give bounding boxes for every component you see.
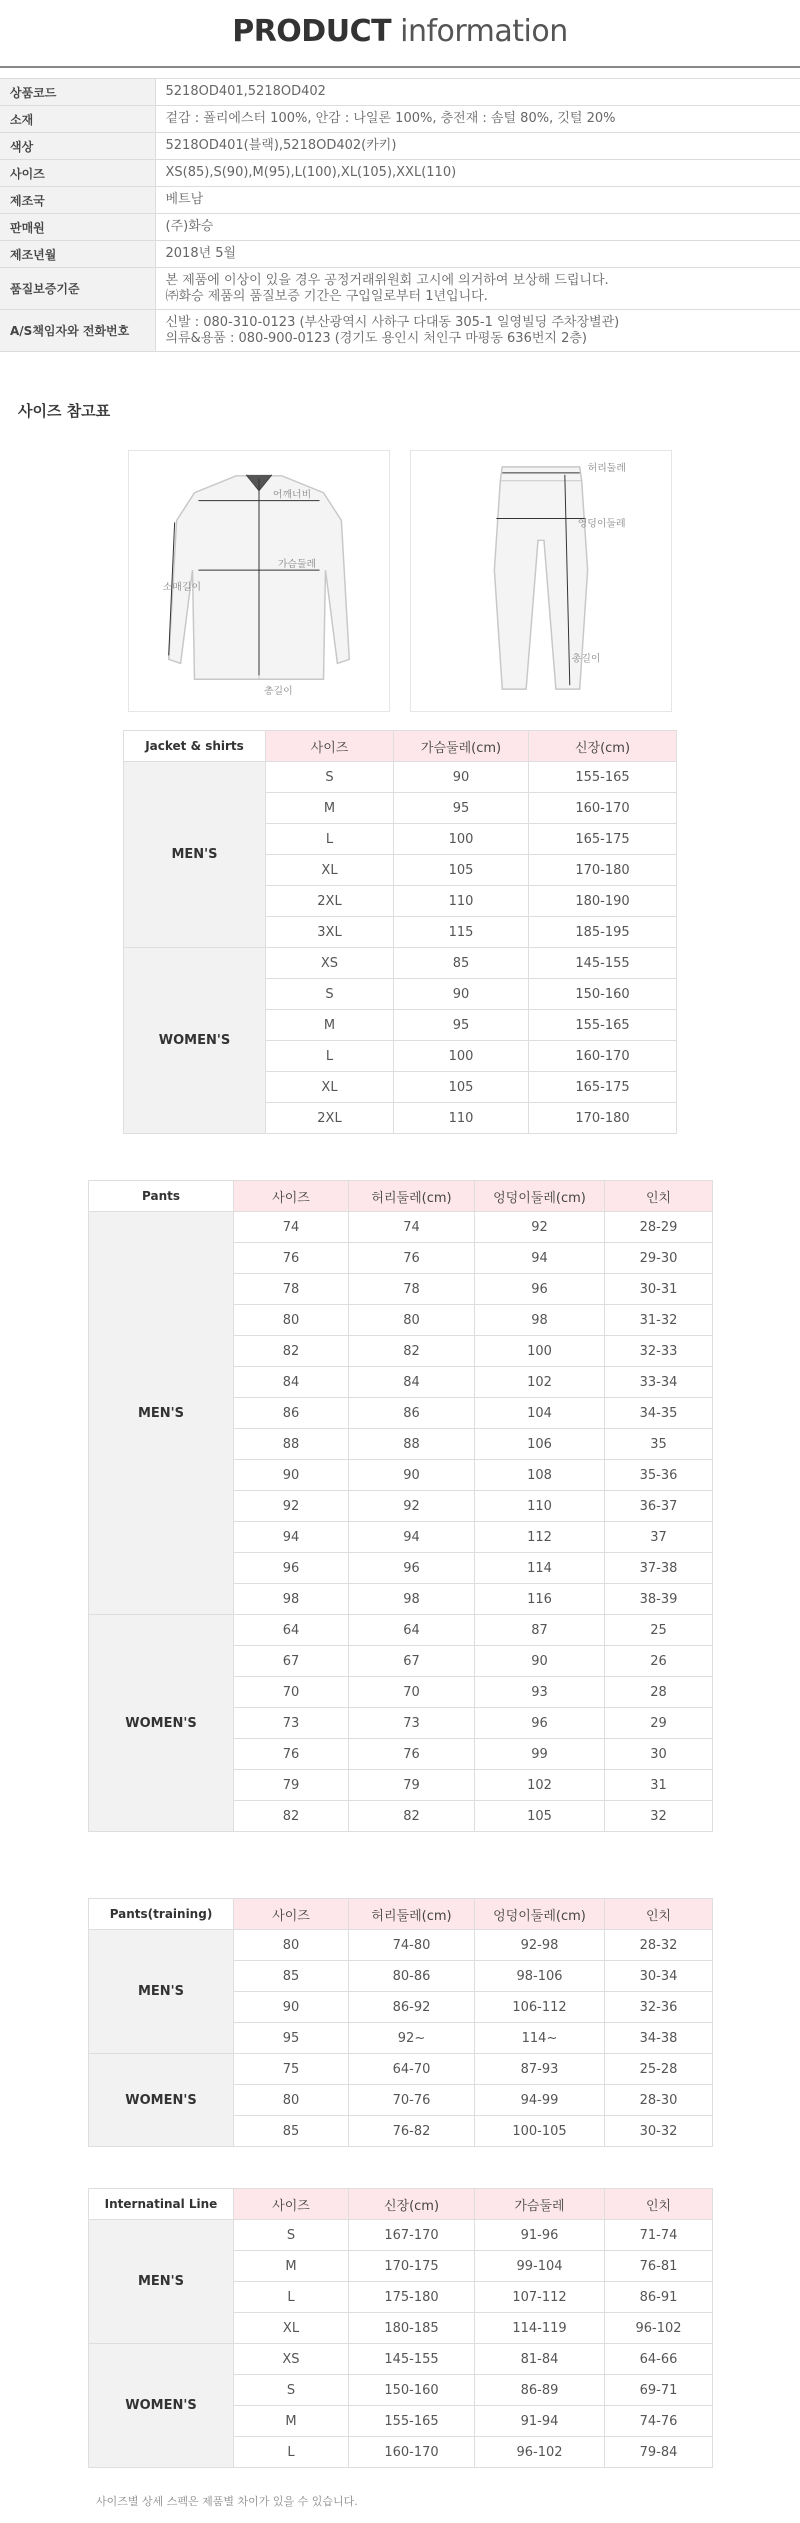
info-row	[0, 310, 800, 352]
table-cell: 78	[234, 1274, 349, 1305]
table-cell: 80	[234, 1930, 349, 1961]
table-cell: 38-39	[605, 1584, 713, 1615]
table-cell: 28-30	[605, 2085, 713, 2116]
info-row	[0, 241, 800, 268]
group-label: MEN'S	[89, 2220, 234, 2344]
info-row	[0, 268, 800, 310]
table-cell: 67	[234, 1646, 349, 1677]
group-label: WOMEN'S	[89, 2054, 234, 2147]
table-cell: 25	[605, 1615, 713, 1646]
table-cell: 92-98	[475, 1930, 605, 1961]
column-header: 인치	[605, 1899, 713, 1930]
column-header: 사이즈	[234, 1899, 349, 1930]
table-cell: 71-74	[605, 2220, 713, 2251]
info-value	[155, 133, 800, 160]
table-cell: 69-71	[605, 2375, 713, 2406]
table-cell: 86	[349, 1398, 475, 1429]
info-label: 제조국	[0, 187, 155, 214]
info-row	[0, 187, 800, 214]
table-cell: 78	[349, 1274, 475, 1305]
table-cell: 98	[234, 1584, 349, 1615]
info-value-line: 신발 : 080-310-0123 (부산광역시 사하구 다대동 305-1 일영빌딩 주차장별관)	[165, 314, 620, 330]
column-header: 가슴둘레	[475, 2189, 605, 2220]
info-label: 상품코드	[0, 79, 155, 106]
table-cell: 145-155	[349, 2344, 475, 2375]
table-cell: 155-165	[349, 2406, 475, 2437]
table-cell: L	[234, 2282, 349, 2313]
table-cell: 96	[475, 1708, 605, 1739]
table-cell: 79-84	[605, 2437, 713, 2468]
info-label: 판매원	[0, 214, 155, 241]
info-value	[155, 160, 800, 187]
table-cell: 155-165	[529, 1010, 677, 1041]
table-cell: 90	[394, 762, 529, 793]
table-cell: S	[266, 979, 394, 1010]
table-cell: 94	[234, 1522, 349, 1553]
table-cell: 64-70	[349, 2054, 475, 2085]
pants-label-length: 총길이	[571, 653, 601, 665]
jacket-label-shoulder: 어깨너비	[272, 489, 312, 501]
info-label: A/S책임자와 전화번호	[0, 310, 155, 352]
table-cell: 165-175	[529, 824, 677, 855]
info-value-line: ㈜화승 제품의 품질보증 기간은 구입일로부터 1년입니다.	[165, 288, 488, 304]
info-value-line: 5218OD401,5218OD402	[165, 84, 326, 99]
pants-diagram	[411, 451, 671, 711]
table-cell: XL	[266, 855, 394, 886]
table-cell: 28	[605, 1677, 713, 1708]
column-header: 신장(cm)	[349, 2189, 475, 2220]
column-header: Pants	[89, 1181, 234, 1212]
table-cell: 96	[349, 1553, 475, 1584]
info-label: 품질보증기준	[0, 268, 155, 310]
table-cell: 34-35	[605, 1398, 713, 1429]
table-cell: 67	[349, 1646, 475, 1677]
table-header-row	[89, 1899, 713, 1930]
table-cell: 110	[475, 1491, 605, 1522]
size-guide-title: 사이즈 참고표	[18, 402, 111, 420]
table-cell: 110	[394, 1103, 529, 1134]
table-cell: 76	[234, 1739, 349, 1770]
group-label: WOMEN'S	[124, 948, 266, 1134]
table-cell: 96-102	[605, 2313, 713, 2344]
table-cell: 28-32	[605, 1930, 713, 1961]
table-cell: 34-38	[605, 2023, 713, 2054]
table-cell: 90	[234, 1460, 349, 1491]
pants-label-waist: 허리둘레	[587, 462, 626, 474]
table-cell: 80	[234, 1305, 349, 1336]
table-cell: 30	[605, 1739, 713, 1770]
table-cell: 3XL	[266, 917, 394, 948]
column-header: 사이즈	[266, 731, 394, 762]
table-cell: 95	[394, 1010, 529, 1041]
table-cell: 70-76	[349, 2085, 475, 2116]
info-value-line: 의류&용품 : 080-900-0123 (경기도 용인시 처인구 마평동 636번지 2층)	[165, 330, 587, 346]
table-row	[89, 1930, 713, 1961]
table-cell: 116	[475, 1584, 605, 1615]
table-cell: 114-119	[475, 2313, 605, 2344]
table-cell: 90	[234, 1992, 349, 2023]
pants-label-hip: 엉덩이둘레	[577, 518, 626, 530]
table-cell: 96	[475, 1274, 605, 1305]
table-row	[124, 762, 677, 793]
info-value-line: (주)화승	[165, 219, 214, 234]
table-cell: 31-32	[605, 1305, 713, 1336]
table-cell: 28-29	[605, 1212, 713, 1243]
table-cell: 100-105	[475, 2116, 605, 2147]
table-cell: 76	[349, 1243, 475, 1274]
table-cell: 110	[394, 886, 529, 917]
table-cell: 167-170	[349, 2220, 475, 2251]
table-cell: M	[266, 1010, 394, 1041]
table-cell: 175-180	[349, 2282, 475, 2313]
table-cell: 105	[394, 855, 529, 886]
table-cell: 94	[349, 1522, 475, 1553]
table-cell: 93	[475, 1677, 605, 1708]
table-cell: 114~	[475, 2023, 605, 2054]
table-cell: 170-175	[349, 2251, 475, 2282]
table-cell: S	[234, 2220, 349, 2251]
table-cell: 37-38	[605, 1553, 713, 1584]
column-header: 사이즈	[234, 1181, 349, 1212]
info-value-line: XS(85),S(90),M(95),L(100),XL(105),XXL(110)	[165, 165, 457, 180]
table-cell: 85	[394, 948, 529, 979]
column-header: 엉덩이둘레(cm)	[475, 1899, 605, 1930]
column-header: 인치	[605, 2189, 713, 2220]
column-header: 신장(cm)	[529, 731, 677, 762]
table-cell: 82	[349, 1336, 475, 1367]
table-cell: 107-112	[475, 2282, 605, 2313]
table-cell: 82	[234, 1336, 349, 1367]
table-cell: 98-106	[475, 1961, 605, 1992]
table-cell: 85	[234, 1961, 349, 1992]
column-header: Internatinal Line	[89, 2189, 234, 2220]
table-header-row	[89, 2189, 713, 2220]
table-cell: 33-34	[605, 1367, 713, 1398]
info-label: 색상	[0, 133, 155, 160]
table-cell: 25-28	[605, 2054, 713, 2085]
info-value	[155, 241, 800, 268]
table-cell: 35-36	[605, 1460, 713, 1491]
group-label: WOMEN'S	[89, 2344, 234, 2468]
table-cell: 80	[349, 1305, 475, 1336]
table-cell: 74	[349, 1212, 475, 1243]
table-cell: 30-34	[605, 1961, 713, 1992]
table-cell: 95	[394, 793, 529, 824]
table-cell: 29-30	[605, 1243, 713, 1274]
table-row	[89, 2054, 713, 2085]
table-cell: 74	[234, 1212, 349, 1243]
table-cell: 86-92	[349, 1992, 475, 2023]
table-cell: 76-81	[605, 2251, 713, 2282]
table-cell: 31	[605, 1770, 713, 1801]
table-cell: 76	[234, 1243, 349, 1274]
table-cell: 104	[475, 1398, 605, 1429]
table-cell: 102	[475, 1770, 605, 1801]
table-cell: 87	[475, 1615, 605, 1646]
title-rest: information	[400, 14, 568, 49]
table-cell: 91-96	[475, 2220, 605, 2251]
table-cell: 74-76	[605, 2406, 713, 2437]
info-value	[155, 214, 800, 241]
table-cell: M	[234, 2251, 349, 2282]
info-row	[0, 214, 800, 241]
table-cell: 99	[475, 1739, 605, 1770]
table-cell: 80	[234, 2085, 349, 2116]
table-cell: M	[234, 2406, 349, 2437]
table-cell: 115	[394, 917, 529, 948]
group-label: MEN'S	[124, 762, 266, 948]
table-cell: 99-104	[475, 2251, 605, 2282]
table-cell: 180-190	[529, 886, 677, 917]
info-label: 제조년월	[0, 241, 155, 268]
column-header: 허리둘레(cm)	[349, 1899, 475, 1930]
table-row	[89, 2220, 713, 2251]
table-row	[89, 1615, 713, 1646]
info-value-line: 베트남	[165, 192, 204, 207]
table-cell: 165-175	[529, 1072, 677, 1103]
table-cell: 95	[234, 2023, 349, 2054]
table-cell: 26	[605, 1646, 713, 1677]
table-cell: 32	[605, 1801, 713, 1832]
table-cell: 30-32	[605, 2116, 713, 2147]
column-header: 가슴둘레(cm)	[394, 731, 529, 762]
pants-measure-image	[410, 450, 672, 712]
info-value	[155, 79, 800, 106]
table-cell: 106-112	[475, 1992, 605, 2023]
table-cell: 86	[234, 1398, 349, 1429]
table-cell: 150-160	[349, 2375, 475, 2406]
info-value	[155, 187, 800, 214]
table-cell: 108	[475, 1460, 605, 1491]
table-header-row	[89, 1181, 713, 1212]
info-value-line: 본 제품에 이상이 있을 경우 공정거래위원회 고시에 의거하여 보상해 드립니다.	[165, 272, 609, 288]
pants-size-table	[88, 1180, 713, 1832]
table-cell: 36-37	[605, 1491, 713, 1522]
table-cell: 76	[349, 1739, 475, 1770]
column-header: 엉덩이둘레(cm)	[475, 1181, 605, 1212]
table-cell: 94-99	[475, 2085, 605, 2116]
table-cell: 87-93	[475, 2054, 605, 2085]
table-cell: 73	[349, 1708, 475, 1739]
info-value	[155, 106, 800, 133]
table-cell: 86-91	[605, 2282, 713, 2313]
table-cell: 90	[475, 1646, 605, 1677]
table-cell: 102	[475, 1367, 605, 1398]
table-cell: 105	[475, 1801, 605, 1832]
info-value	[155, 268, 800, 310]
table-cell: 160-170	[349, 2437, 475, 2468]
table-cell: 29	[605, 1708, 713, 1739]
table-cell: 100	[475, 1336, 605, 1367]
table-cell: 94	[475, 1243, 605, 1274]
international-size-table	[88, 2188, 713, 2468]
info-row	[0, 106, 800, 133]
table-cell: 79	[234, 1770, 349, 1801]
group-label: MEN'S	[89, 1212, 234, 1615]
table-cell: 170-180	[529, 855, 677, 886]
table-cell: 79	[349, 1770, 475, 1801]
table-cell: L	[266, 824, 394, 855]
table-cell: 114	[475, 1553, 605, 1584]
table-cell: 88	[234, 1429, 349, 1460]
table-cell: 30-31	[605, 1274, 713, 1305]
table-cell: 106	[475, 1429, 605, 1460]
table-cell: 82	[234, 1801, 349, 1832]
table-cell: 150-160	[529, 979, 677, 1010]
info-row	[0, 160, 800, 187]
info-value-line: 5218OD401(블랙),5218OD402(카키)	[165, 138, 397, 153]
table-cell: XS	[234, 2344, 349, 2375]
table-cell: 92~	[349, 2023, 475, 2054]
column-header: 사이즈	[234, 2189, 349, 2220]
table-cell: 112	[475, 1522, 605, 1553]
table-cell: 155-165	[529, 762, 677, 793]
table-cell: 82	[349, 1801, 475, 1832]
table-cell: XL	[266, 1072, 394, 1103]
table-cell: L	[234, 2437, 349, 2468]
info-row	[0, 133, 800, 160]
table-cell: M	[266, 793, 394, 824]
table-cell: 92	[475, 1212, 605, 1243]
table-cell: 84	[349, 1367, 475, 1398]
table-cell: 160-170	[529, 1041, 677, 1072]
table-cell: 73	[234, 1708, 349, 1739]
column-header: 인치	[605, 1181, 713, 1212]
table-cell: L	[266, 1041, 394, 1072]
table-row	[89, 1212, 713, 1243]
table-cell: 90	[394, 979, 529, 1010]
jacket-measure-image	[128, 450, 390, 712]
table-cell: 96	[234, 1553, 349, 1584]
table-cell: 98	[475, 1305, 605, 1336]
table-cell: 2XL	[266, 886, 394, 917]
info-row	[0, 79, 800, 106]
table-cell: 37	[605, 1522, 713, 1553]
table-cell: 86-89	[475, 2375, 605, 2406]
table-cell: S	[234, 2375, 349, 2406]
table-cell: 91-94	[475, 2406, 605, 2437]
info-value-line: 2018년 5월	[165, 246, 237, 261]
table-cell: 96-102	[475, 2437, 605, 2468]
table-cell: 84	[234, 1367, 349, 1398]
table-cell: 75	[234, 2054, 349, 2085]
table-cell: 64	[349, 1615, 475, 1646]
table-cell: 32-33	[605, 1336, 713, 1367]
jacket-label-sleeve: 소매길이	[162, 581, 202, 593]
column-header: Pants(training)	[89, 1899, 234, 1930]
title-bold: PRODUCT	[232, 14, 392, 49]
table-cell: 64-66	[605, 2344, 713, 2375]
product-info-table	[0, 78, 800, 352]
table-cell: 76-82	[349, 2116, 475, 2147]
table-cell: 100	[394, 1041, 529, 1072]
group-label: WOMEN'S	[89, 1615, 234, 1832]
table-cell: 105	[394, 1072, 529, 1103]
table-cell: XS	[266, 948, 394, 979]
table-cell: 160-170	[529, 793, 677, 824]
info-value	[155, 310, 800, 352]
jacket-label-length: 총길이	[263, 686, 293, 698]
table-cell: 35	[605, 1429, 713, 1460]
table-cell: 92	[349, 1491, 475, 1522]
table-header-row	[124, 731, 677, 762]
size-footnote: 사이즈별 상세 스펙은 제품별 차이가 있을 수 있습니다.	[96, 2495, 358, 2508]
column-header: 허리둘레(cm)	[349, 1181, 475, 1212]
table-cell: S	[266, 762, 394, 793]
table-cell: 81-84	[475, 2344, 605, 2375]
table-cell: 64	[234, 1615, 349, 1646]
table-cell: 170-180	[529, 1103, 677, 1134]
group-label: MEN'S	[89, 1930, 234, 2054]
info-label: 소재	[0, 106, 155, 133]
table-cell: 145-155	[529, 948, 677, 979]
table-cell: 70	[349, 1677, 475, 1708]
table-cell: 2XL	[266, 1103, 394, 1134]
table-cell: 32-36	[605, 1992, 713, 2023]
table-cell: 92	[234, 1491, 349, 1522]
table-cell: 74-80	[349, 1930, 475, 1961]
jacket-size-table	[123, 730, 677, 1134]
table-cell: 90	[349, 1460, 475, 1491]
table-cell: XL	[234, 2313, 349, 2344]
training-pants-size-table	[88, 1898, 713, 2147]
jacket-diagram	[129, 451, 389, 711]
table-cell: 80-86	[349, 1961, 475, 1992]
info-label: 사이즈	[0, 160, 155, 187]
table-cell: 180-185	[349, 2313, 475, 2344]
table-cell: 185-195	[529, 917, 677, 948]
table-cell: 85	[234, 2116, 349, 2147]
table-cell: 98	[349, 1584, 475, 1615]
info-value-line: 겉감 : 폴리에스터 100%, 안감 : 나일론 100%, 충전재 : 솜털 80%, 깃털 20%	[165, 111, 616, 126]
table-cell: 88	[349, 1429, 475, 1460]
page-title	[0, 0, 800, 62]
title-divider	[0, 66, 800, 68]
table-cell: 100	[394, 824, 529, 855]
table-row	[89, 2344, 713, 2375]
jacket-label-chest: 가슴둘레	[277, 559, 317, 571]
column-header: Jacket & shirts	[124, 731, 266, 762]
table-row	[124, 948, 677, 979]
table-cell: 70	[234, 1677, 349, 1708]
